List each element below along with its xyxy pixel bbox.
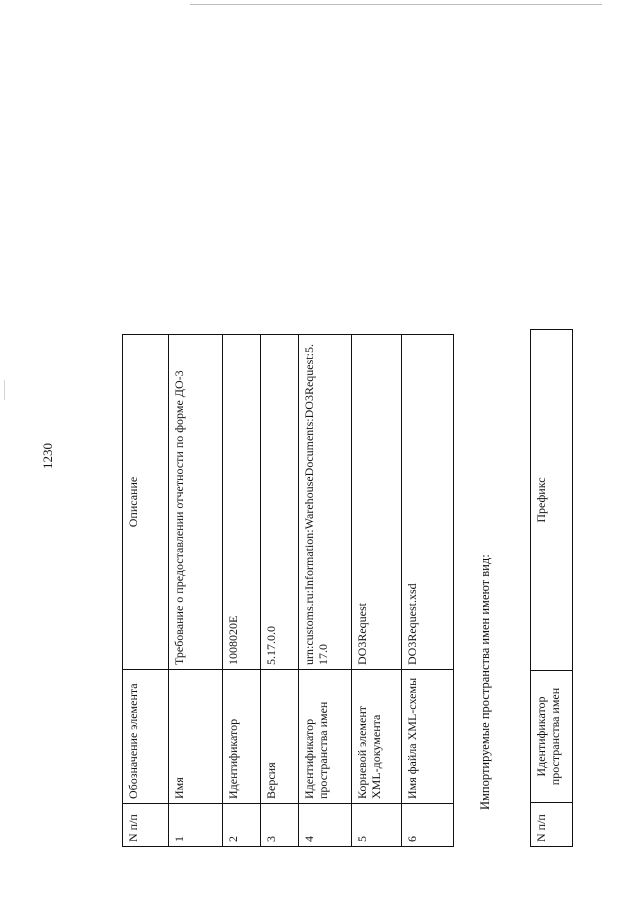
side-rule: [4, 380, 5, 400]
row-number: 6: [402, 804, 454, 847]
row-element: Корневой элемент XML-документа: [352, 670, 402, 804]
row-description: 5.17.0.0: [261, 335, 299, 670]
header-element: Обозначение элемента: [123, 670, 169, 804]
table-row: [402, 335, 454, 847]
row-element: Версия: [261, 670, 299, 804]
row-number: 2: [223, 804, 261, 847]
row-element: Имя файла XML-схемы: [402, 670, 454, 804]
namespaces-intro: Импортируемые пространства имен имеют вид:: [478, 554, 492, 810]
row-element: Имя: [169, 670, 223, 804]
header-number: N п/п: [123, 804, 169, 847]
row-number: 4: [299, 804, 352, 847]
row-description: urn:customs.ru:Information:WarehouseDocuments:DO3Request:5.17.0: [299, 335, 352, 670]
ns-header-identifier: Идентификатор пространства имен: [531, 671, 573, 803]
row-description: DO3Request: [352, 335, 402, 670]
namespaces-table-wrapper: [530, 330, 573, 847]
row-description: DO3Request.xsd: [402, 335, 454, 670]
ns-header-prefix: Префикс: [531, 330, 573, 671]
table-row: [261, 335, 299, 847]
ns-header-row: [531, 330, 573, 847]
row-description: 1008020E: [223, 335, 261, 670]
table-header-row: [123, 335, 169, 847]
elements-table-wrapper: [122, 335, 454, 847]
ns-header-number: N п/п: [531, 803, 573, 847]
table-row: [223, 335, 261, 847]
table-row: [352, 335, 402, 847]
row-number: 1: [169, 804, 223, 847]
row-description: Требование о предоставлении отчетности по форме ДО-3: [169, 335, 223, 670]
elements-table: [122, 334, 454, 847]
table-row: [169, 335, 223, 847]
row-element: Идентификатор: [223, 670, 261, 804]
table-row: [299, 335, 352, 847]
header-description: Описание: [123, 335, 169, 670]
top-rule: [190, 4, 602, 5]
row-element: Идентификатор пространства имен: [299, 670, 352, 804]
row-number: 3: [261, 804, 299, 847]
row-number: 5: [352, 804, 402, 847]
namespaces-table: [530, 329, 573, 847]
page-number: 1230: [40, 443, 55, 469]
